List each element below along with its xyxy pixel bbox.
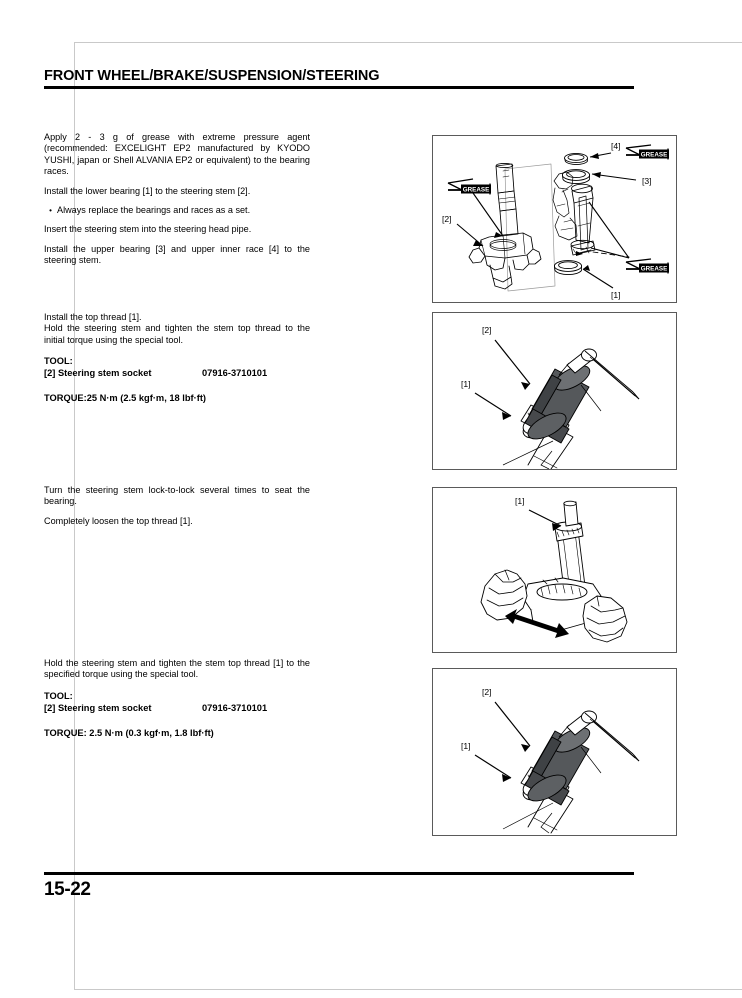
paragraph: Hold the steering stem and tighten the stem top thread to the initial torque using the special tool.: [44, 323, 310, 345]
callout-2: [2]: [482, 325, 492, 335]
figure-steering-stem-exploded-view: [432, 135, 677, 303]
callout-1: [1]: [461, 741, 471, 751]
paragraph: Insert the steering stem into the steering head pipe.: [44, 224, 252, 235]
bullet-text: Always replace the bearings and races as a set.: [57, 205, 251, 216]
figure-turn-steering-stem-lock-to-lock: [432, 487, 677, 653]
paragraph: Turn the steering stem lock-to-lock several times to seat the bearing.: [44, 485, 310, 507]
tool-row: [44, 702, 310, 714]
torque-spec: TORQUE: 2.5 N·m (0.3 kgf·m, 1.8 lbf·ft): [44, 727, 214, 738]
figure-stem-socket-tool-final-torque: [432, 668, 677, 836]
tool-number: 07916-3710101: [202, 702, 268, 713]
paragraph: Install the lower bearing [1] to the steering stem [2].: [44, 185, 251, 196]
section-lock-to-lock: [44, 485, 636, 655]
tool-number: 07916-3710101: [202, 368, 268, 379]
tool-heading: TOOL:: [44, 690, 73, 701]
page-header: [44, 68, 634, 89]
paragraph: Apply 2 - 3 g of grease with extreme pressure agent (recommended: EXCELIGHT EP2 manufactured by KYODO YUSHI, japan or Shell ALVANIA EP2 or equivalent) to the bearing races.: [44, 132, 310, 177]
svg-text:GREASE: GREASE: [640, 151, 668, 159]
callout-1: [1]: [611, 290, 621, 300]
callout-1: [1]: [515, 496, 525, 506]
section-grease-and-bearing-install: [44, 132, 668, 304]
callout-1: [1]: [461, 379, 471, 389]
tool-row: [44, 367, 310, 379]
page-title: FRONT WHEEL/BRAKE/SUSPENSION/STEERING: [44, 68, 380, 84]
bullet-dot-icon: •: [49, 206, 52, 216]
footer-rule: [44, 872, 634, 875]
grease-tag-top-right: [626, 145, 669, 160]
section-2-text: [44, 312, 310, 404]
section-final-torque: [44, 658, 636, 840]
paragraph: Install the top thread [1].: [44, 312, 142, 322]
tool-name: [2] Steering stem socket: [44, 368, 152, 379]
section-3-text: [44, 485, 310, 527]
section-initial-torque: [44, 312, 636, 472]
figure-stem-socket-tool-on-stem: [432, 312, 677, 470]
callout-2: [2]: [482, 687, 492, 697]
callout-4: [4]: [611, 141, 621, 151]
svg-text:GREASE: GREASE: [640, 265, 668, 273]
paragraph: Install the upper bearing [3] and upper inner race [4] to the steering stem.: [44, 243, 310, 266]
tool-name: [2] Steering stem socket: [44, 702, 152, 713]
paragraph: Completely loosen the top thread [1].: [44, 515, 193, 526]
svg-text:GREASE: GREASE: [462, 186, 490, 194]
section-1-text: [44, 132, 310, 267]
grease-tag-bottom-right: [626, 259, 669, 274]
title-underline-rule: [44, 86, 634, 89]
grease-tag-left: [448, 179, 491, 195]
section-4-text: [44, 658, 310, 739]
callout-2: [2]: [442, 214, 452, 224]
paragraph: Hold the steering stem and tighten the stem top thread [1] to the specified torque using the special tool.: [44, 658, 310, 680]
tool-heading: TOOL:: [44, 356, 73, 367]
bullet-item: [44, 205, 310, 216]
page-footer: [44, 872, 634, 901]
page-number: 15-22: [44, 878, 91, 900]
callout-3: [3]: [642, 176, 652, 186]
torque-spec: TORQUE:25 N·m (2.5 kgf·m, 18 lbf·ft): [44, 393, 207, 404]
